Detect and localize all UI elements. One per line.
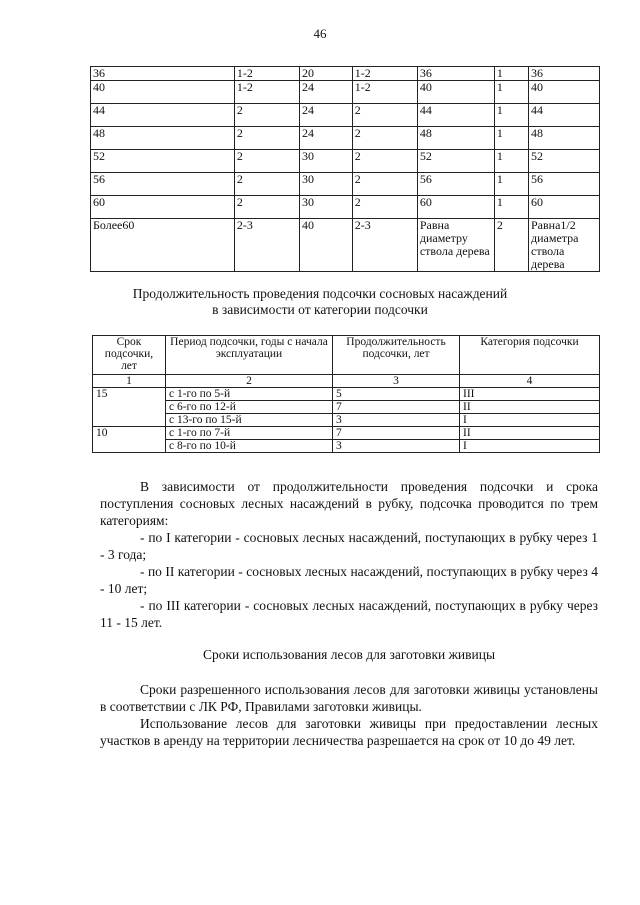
table-cell: 2-3: [234, 219, 299, 272]
table-cell: 30: [299, 150, 352, 173]
table-cell: 60: [529, 196, 600, 219]
table-cell: 24: [299, 81, 352, 104]
paragraph: В зависимости от продолжительности проведения подсочки и срока поступления сосновых лесных насаждений в рубку, подсочка проводится по трем категориям:: [100, 479, 598, 528]
table-cell: 36: [91, 67, 235, 81]
section-title-resin: Сроки использования лесов для заготовки живицы: [202, 647, 496, 662]
table-cell: 36: [529, 67, 600, 81]
table-row: [93, 414, 600, 427]
table-row: [91, 127, 600, 150]
table-cell: III: [460, 388, 600, 401]
table-cell: 44: [417, 104, 494, 127]
table-cell: 7: [333, 427, 460, 440]
table-cell: II: [460, 427, 600, 440]
table-cell: 1: [494, 81, 528, 104]
table-cell: 36: [417, 67, 494, 81]
table-cell: с 8-го по 10-й: [166, 440, 333, 453]
table-cell: 3: [333, 414, 460, 427]
table-cell: 1: [494, 104, 528, 127]
column-header: Категория подсочки: [460, 336, 600, 375]
table-cell: 30: [299, 196, 352, 219]
column-header: Срок подсочки, лет: [93, 336, 166, 375]
column-index: 1: [93, 375, 166, 388]
table-cell: II: [460, 401, 600, 414]
table-cell: 40: [91, 81, 235, 104]
table-cell: 60: [417, 196, 494, 219]
table-cell: 2: [352, 150, 417, 173]
table-cell: 3: [333, 440, 460, 453]
table-cell: Более60: [91, 219, 235, 272]
table-row: [91, 196, 600, 219]
term-cell: 15: [93, 388, 166, 427]
table-cell: 2: [352, 104, 417, 127]
resin-section: [100, 646, 598, 749]
section-title-tapping-duration: [0, 286, 640, 318]
table-cell: 44: [91, 104, 235, 127]
table-row: [93, 388, 600, 401]
table-cell: 40: [299, 219, 352, 272]
table-row: [91, 219, 600, 272]
table-cell: 7: [333, 401, 460, 414]
table-cell: 1-2: [352, 81, 417, 104]
table-cell: 2: [234, 127, 299, 150]
column-index-row: [93, 375, 600, 388]
table-cell: 1-2: [352, 67, 417, 81]
table-cell: 1-2: [234, 81, 299, 104]
table-cell: 48: [529, 127, 600, 150]
table-cell: I: [460, 440, 600, 453]
table-cell: 1: [494, 173, 528, 196]
table-cell: 24: [299, 127, 352, 150]
term-cell: 10: [93, 427, 166, 453]
page-number: 46: [313, 26, 327, 41]
table-cell: 1-2: [234, 67, 299, 81]
table-cell: 2: [234, 104, 299, 127]
tapping-parameters-table: [90, 66, 600, 272]
paragraph: - по I категории - сосновых лесных насаждений, поступающих в рубку через 1 - 3 года;: [100, 530, 598, 562]
table-cell: 48: [417, 127, 494, 150]
table-row: [93, 440, 600, 453]
table-cell: с 1-го по 7-й: [166, 427, 333, 440]
table-cell: 56: [91, 173, 235, 196]
table-cell: 52: [91, 150, 235, 173]
table-cell: Равна1/2 диаметра ствола дерева: [529, 219, 600, 272]
table-cell: 52: [417, 150, 494, 173]
table-cell: 48: [91, 127, 235, 150]
table-row: [93, 401, 600, 414]
table-cell: 40: [417, 81, 494, 104]
title-line: в зависимости от категории подсочки: [212, 302, 428, 317]
table-cell: с 1-го по 5-й: [166, 388, 333, 401]
table-row: [91, 67, 600, 81]
paragraph: - по III категории - сосновых лесных насаждений, поступающих в рубку через 11 - 15 лет.: [100, 598, 598, 630]
column-index: 3: [333, 375, 460, 388]
table-cell: 2: [494, 219, 528, 272]
table-row: [91, 81, 600, 104]
title-line: Продолжительность проведения подсочки сосновых насаждений: [132, 286, 508, 301]
table-cell: 2: [234, 150, 299, 173]
table-cell: 24: [299, 104, 352, 127]
table-row: [91, 104, 600, 127]
table-cell: 30: [299, 173, 352, 196]
column-index: 4: [460, 375, 600, 388]
table-cell: 52: [529, 150, 600, 173]
table-cell: 1: [494, 196, 528, 219]
table-cell: 44: [529, 104, 600, 127]
column-header: Продолжительность подсочки, лет: [333, 336, 460, 375]
table-cell: I: [460, 414, 600, 427]
table-cell: Равна диаметру ствола дерева: [417, 219, 494, 272]
table-cell: 2: [234, 196, 299, 219]
table-cell: 40: [529, 81, 600, 104]
table-cell: с 6-го по 12-й: [166, 401, 333, 414]
table-cell: 56: [529, 173, 600, 196]
table-cell: 56: [417, 173, 494, 196]
table-row: [91, 150, 600, 173]
column-header: Период подсочки, годы с начала эксплуатации: [166, 336, 333, 375]
table-cell: 1: [494, 127, 528, 150]
table-cell: с 13-го по 15-й: [166, 414, 333, 427]
table-cell: 2: [352, 196, 417, 219]
table-cell: 2: [352, 173, 417, 196]
table-cell: 2-3: [352, 219, 417, 272]
paragraph: - по II категории - сосновых лесных насаждений, поступающих в рубку через 4 - 10 лет;: [100, 564, 598, 596]
table-cell: 5: [333, 388, 460, 401]
table-cell: 2: [234, 173, 299, 196]
table-header-row: [93, 336, 600, 375]
table-row: [93, 427, 600, 440]
tapping-duration-table: [92, 335, 600, 453]
table-row: [91, 173, 600, 196]
table-cell: 1: [494, 150, 528, 173]
paragraph: Сроки разрешенного использования лесов для заготовки живицы установлены в соответствии с ЛК РФ, Правилами заготовки живицы.: [100, 682, 598, 714]
column-index: 2: [166, 375, 333, 388]
paragraph: Использование лесов для заготовки живицы при предоставлении лесных участков в аренду на территории лесничества разрешается на срок от 10 до 49 лет.: [100, 716, 598, 748]
table-cell: 1: [494, 67, 528, 81]
table-cell: 2: [352, 127, 417, 150]
categories-text-block: [100, 478, 598, 631]
table-cell: 60: [91, 196, 235, 219]
table-cell: 20: [299, 67, 352, 81]
